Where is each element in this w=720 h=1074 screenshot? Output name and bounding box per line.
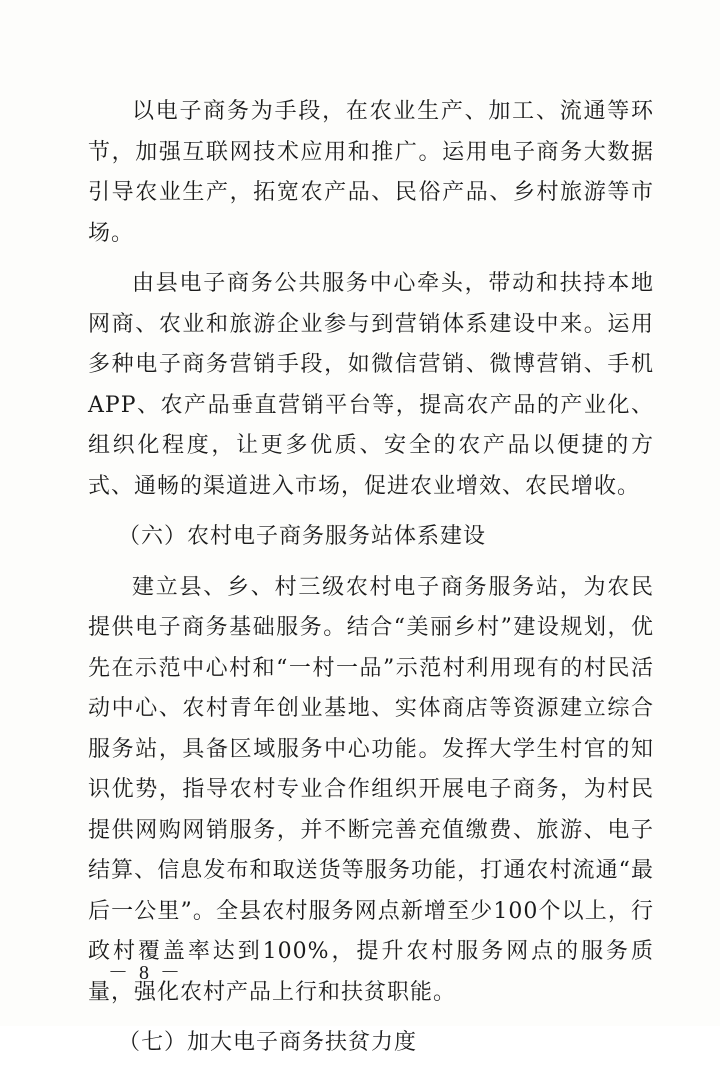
page-number: － 8 － [108, 962, 183, 984]
paragraph-marketing-system: 由县电子商务公共服务中心牵头，带动和扶持本地网商、农业和旅游企业参与到营销体系建设中来。运用多种电子商务营销手段，如微信营销、微博营销、手机APP、农产品垂直营销平台等，提高农产品的产业化、组织化程度，让更多优质、安全的农产品以便捷的方式、通畅的渠道进入市场，促进农业增效、农民增收。 [88, 271, 654, 499]
document-body [88, 92, 654, 1074]
paragraph-service-stations: 建立县、乡、村三级农村电子商务服务站，为农民提供电子商务基础服务。结合“美丽乡村”建设规划，优先在示范中心村和“一村一品”示范村利用现有的村民活动中心、农村青年创业基地、实体商店等资源建立综合服务站，具备区域服务中心功能。发挥大学生村官的知识优势，指导农村专业合作组织开展电子商务，为村民提供网购网销服务，并不断完善充值缴费、旅游、电子结算、信息发布和取送货等服务功能，打通农村流通“最后一公里”。全县农村服务网点新增至少100个以上，行政村覆盖率达到100%，提升农村服务网点的服务质量，强化农村产品上行和扶贫职能。 [88, 574, 654, 1005]
paragraph-ecommerce-agriculture: 以电子商务为手段，在农业生产、加工、流通等环节，加强互联网技术应用和推广。运用电子商务大数据引导农业生产，拓宽农产品、民俗产品、乡村旅游等市场。 [88, 99, 654, 246]
section-heading-6: （六）农村电子商务服务站体系建设 [118, 524, 487, 549]
section-heading-7: （七）加大电子商务扶贫力度 [118, 1030, 418, 1055]
